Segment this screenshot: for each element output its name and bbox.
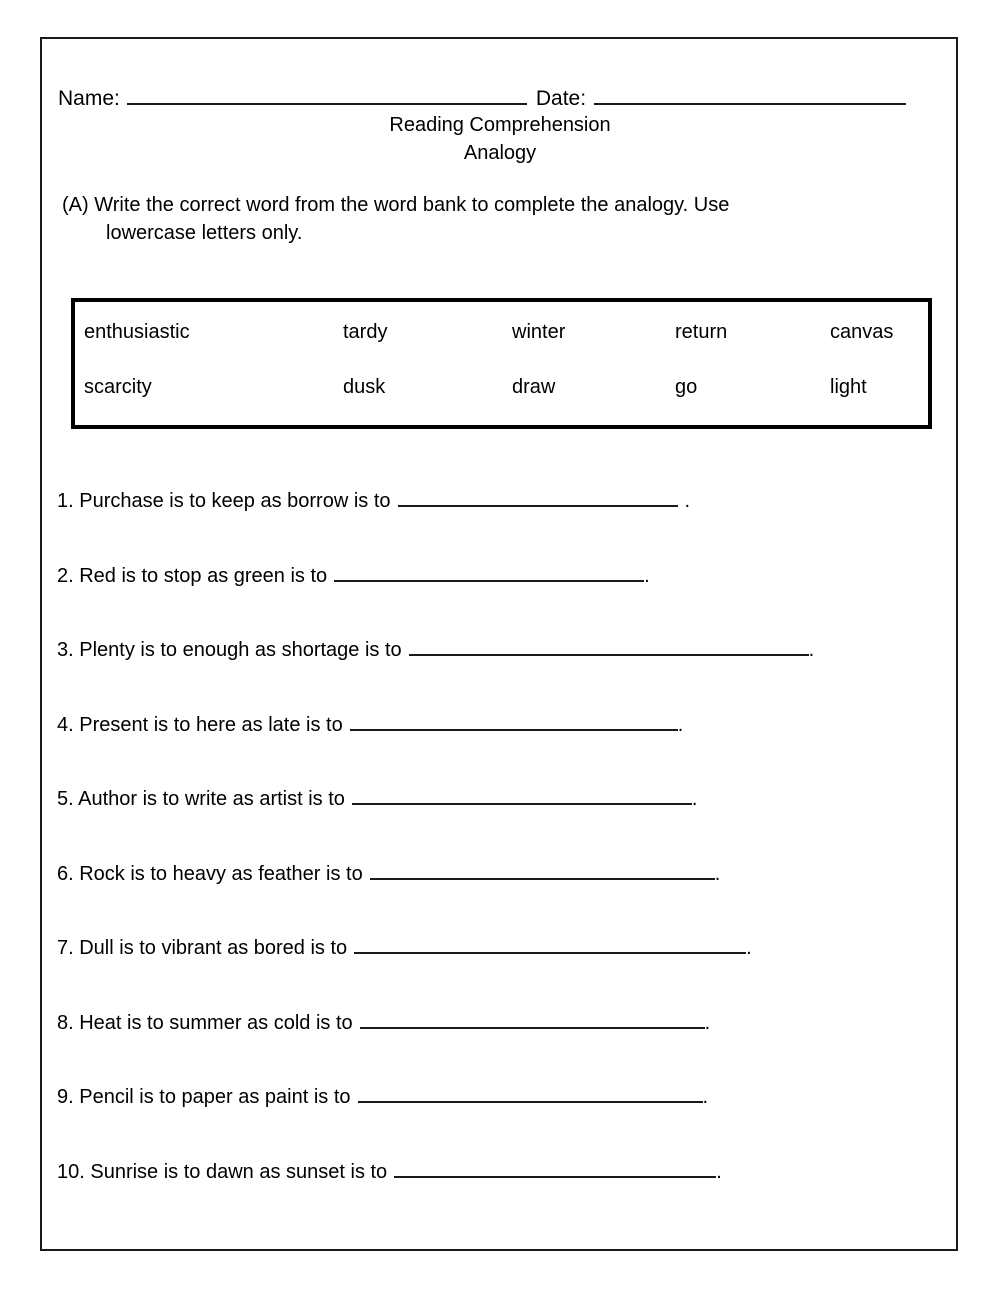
- question-text: 5. Author is to write as artist is to: [57, 788, 345, 810]
- question-text: 3. Plenty is to enough as shortage is to: [57, 639, 402, 661]
- word-bank-word: draw: [512, 376, 556, 398]
- question-text: 10. Sunrise is to dawn as sunset is to: [57, 1160, 388, 1183]
- answer-blank[interactable]: [360, 1008, 705, 1029]
- answer-blank[interactable]: [358, 1082, 703, 1103]
- question-row: [57, 933, 947, 1008]
- answer-blank[interactable]: [370, 859, 715, 880]
- question-period: .: [644, 564, 650, 587]
- question-period: .: [746, 937, 752, 959]
- word-bank-word: scarcity: [84, 376, 152, 398]
- answer-blank[interactable]: [398, 486, 678, 507]
- word-bank-word: go: [675, 376, 698, 398]
- question-row: [57, 784, 947, 859]
- question-text: 2. Red is to stop as green is to: [57, 564, 328, 587]
- instructions: [62, 191, 872, 247]
- question-row: [57, 635, 947, 710]
- question-row: [57, 1082, 947, 1157]
- question-period: .: [684, 490, 691, 512]
- question-period: .: [808, 639, 815, 661]
- answer-blank[interactable]: [409, 635, 809, 656]
- question-text: 7. Dull is to vibrant as bored is to: [57, 937, 348, 959]
- question-period: .: [691, 788, 698, 810]
- answer-blank[interactable]: [352, 784, 692, 805]
- question-period: .: [714, 862, 721, 885]
- question-text: 8. Heat is to summer as cold is to: [57, 1011, 353, 1034]
- question-period: .: [677, 713, 684, 736]
- answer-blank[interactable]: [350, 710, 678, 731]
- word-bank-word: tardy: [343, 321, 388, 343]
- name-date-row: [58, 83, 942, 113]
- questions-list: [57, 486, 947, 1231]
- word-bank-word: light: [830, 376, 867, 398]
- worksheet-page: [40, 37, 958, 1251]
- name-label: Name:: [58, 87, 120, 110]
- word-bank-word: dusk: [343, 376, 386, 398]
- word-bank-word: enthusiastic: [84, 321, 190, 343]
- instruction-line-1: Write the correct word from the word bank to complete the analogy. Use: [88, 194, 730, 216]
- question-text: 1. Purchase is to keep as borrow is to: [57, 490, 391, 512]
- question-text: 6. Rock is to heavy as feather is to: [57, 862, 363, 885]
- name-input-blank[interactable]: [127, 83, 527, 105]
- date-input-blank[interactable]: [594, 83, 906, 105]
- question-text: 9. Pencil is to paper as paint is to: [57, 1086, 351, 1108]
- title-line-subject: Reading Comprehension: [389, 114, 611, 136]
- worksheet-title: [58, 111, 942, 167]
- word-bank-box: [71, 298, 932, 429]
- question-period: .: [704, 1011, 711, 1034]
- question-period: .: [702, 1086, 709, 1108]
- question-row: [57, 710, 947, 785]
- word-bank-row: [75, 318, 928, 346]
- question-row: [57, 561, 947, 636]
- answer-blank[interactable]: [394, 1157, 716, 1178]
- instruction-marker: (A): [62, 194, 89, 216]
- question-row: [57, 486, 947, 561]
- question-row: [57, 859, 947, 934]
- answer-blank[interactable]: [354, 933, 746, 954]
- question-row: [57, 1157, 947, 1232]
- date-label: Date:: [535, 87, 587, 110]
- instruction-line-2: lowercase letters only.: [106, 222, 303, 244]
- question-text: 4. Present is to here as late is to: [57, 713, 343, 736]
- title-line-topic: Analogy: [463, 142, 537, 164]
- answer-blank[interactable]: [334, 561, 644, 582]
- question-period: .: [716, 1160, 722, 1183]
- word-bank-word: return: [675, 321, 728, 343]
- word-bank-word: canvas: [830, 321, 894, 343]
- word-bank-word: winter: [512, 321, 566, 343]
- question-row: [57, 1008, 947, 1083]
- word-bank-row: [75, 373, 928, 401]
